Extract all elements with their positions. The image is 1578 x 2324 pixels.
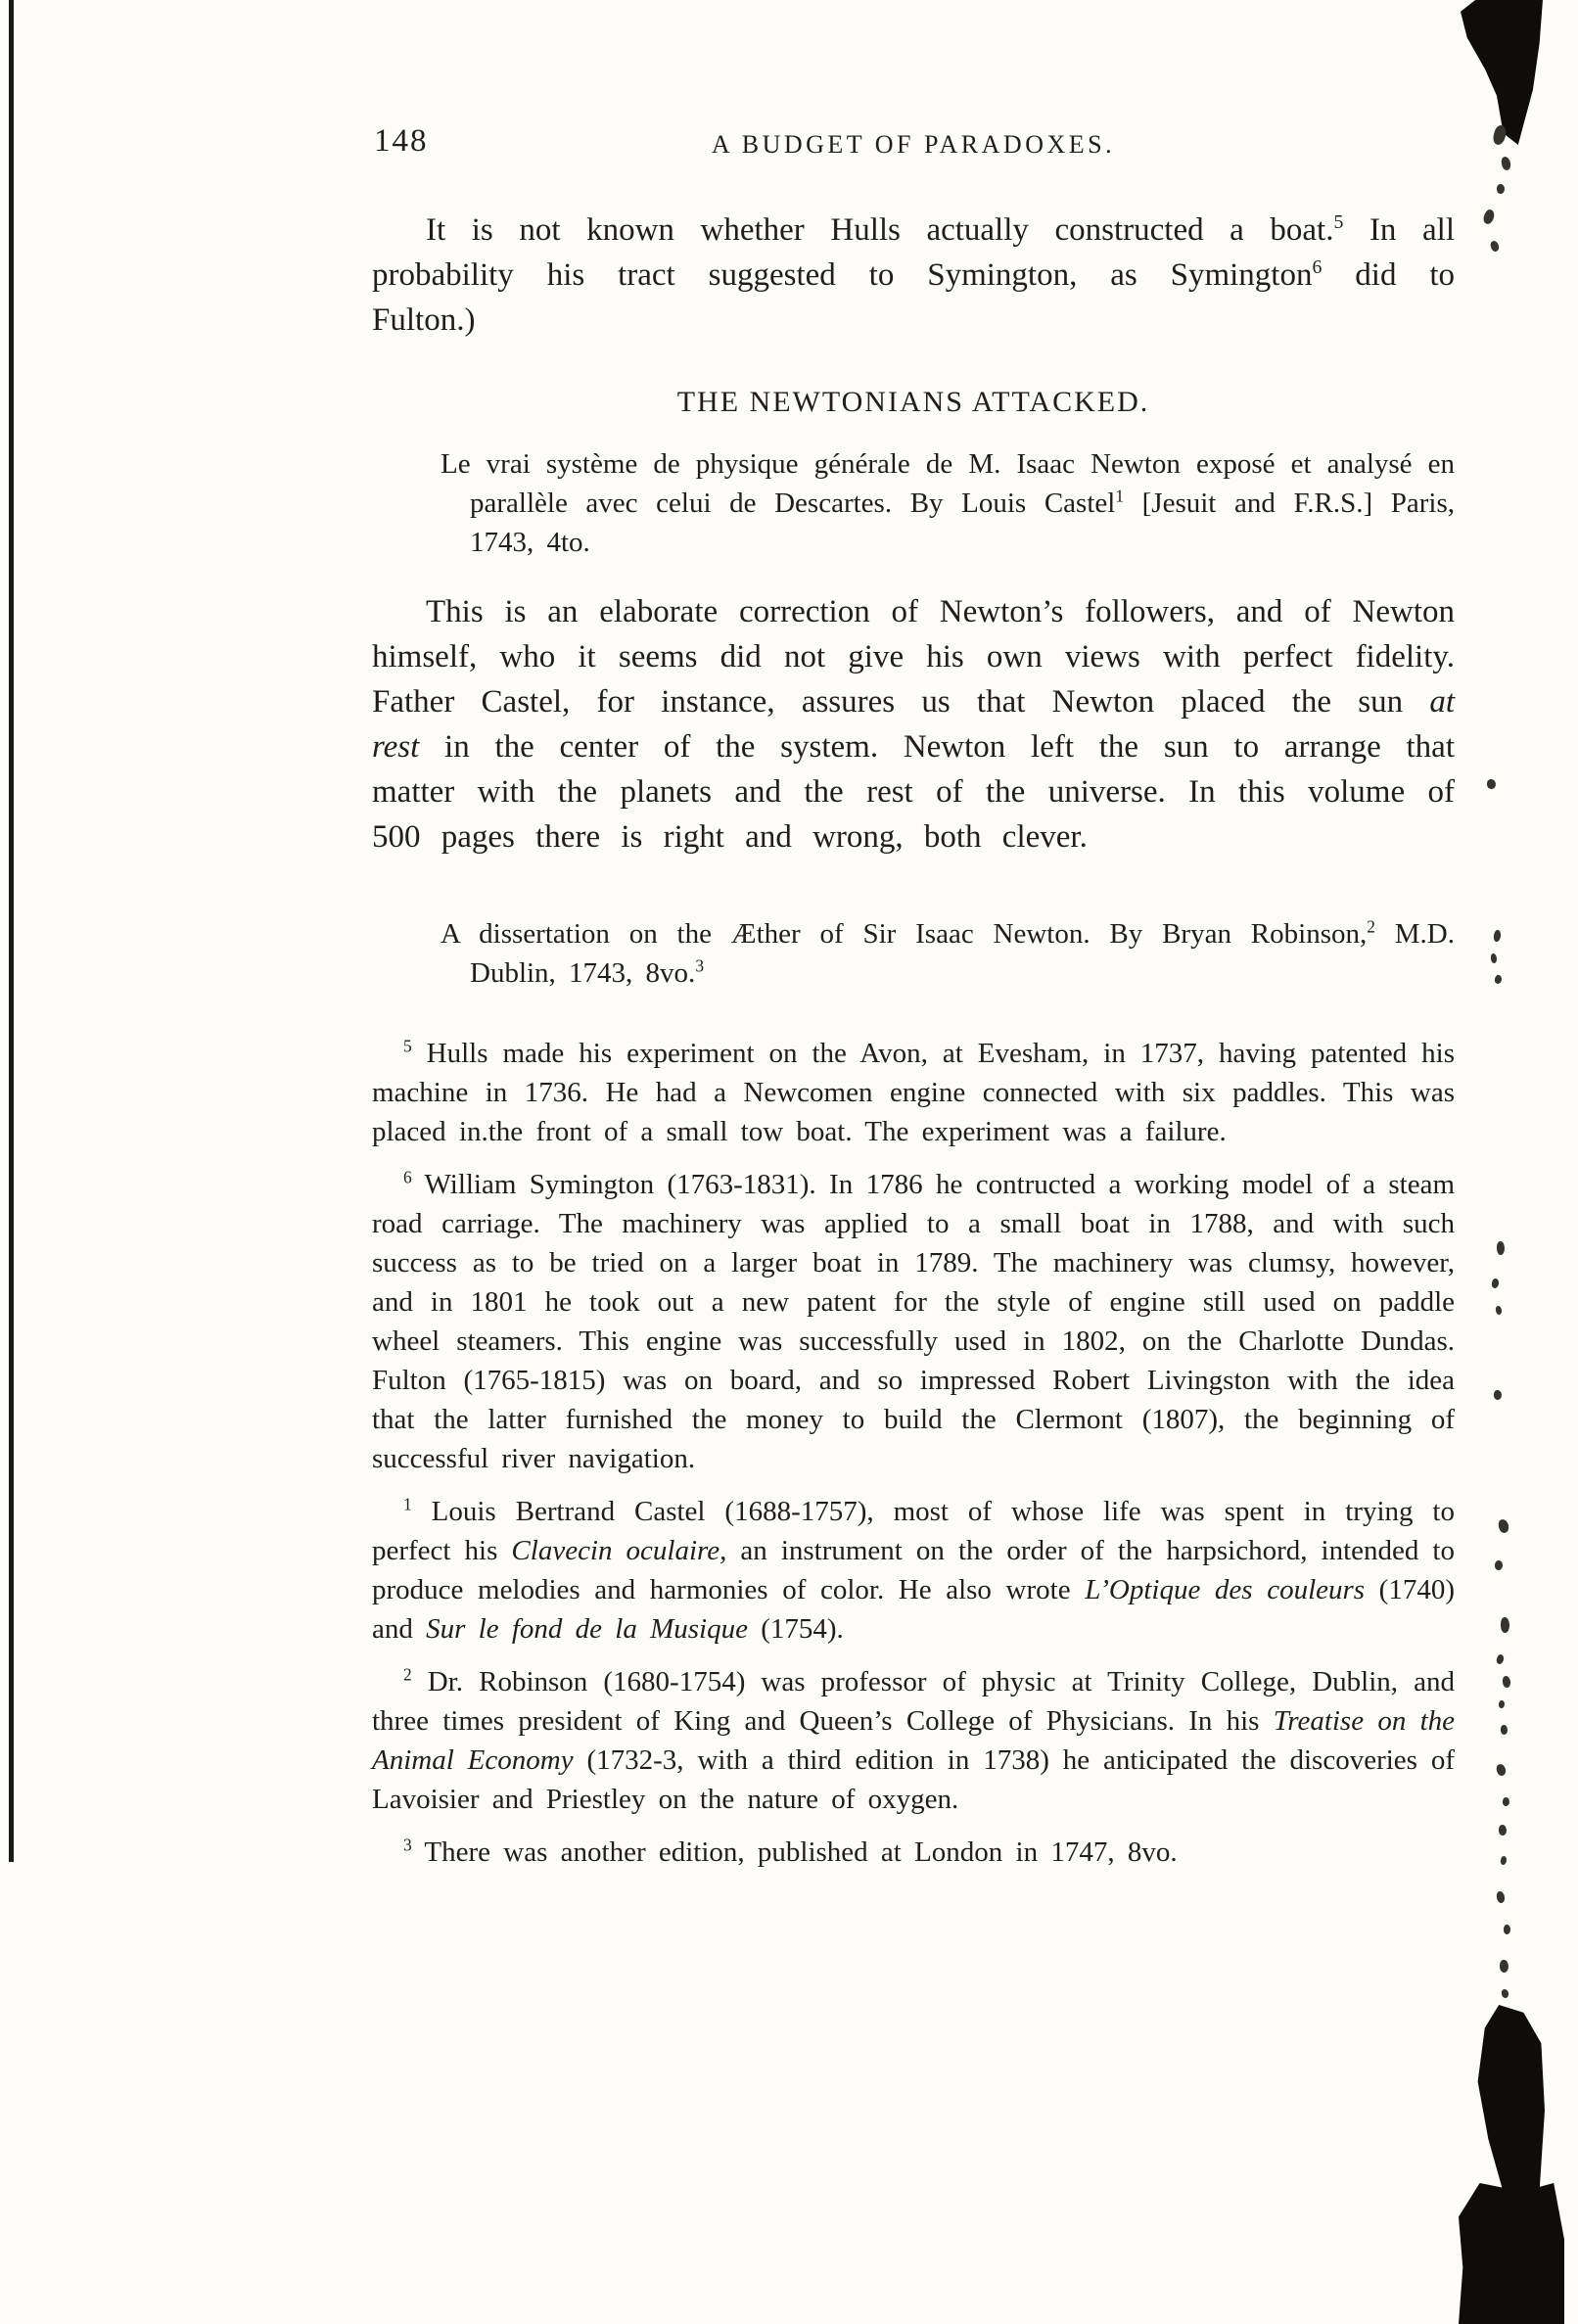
scan-speck [1491,953,1498,963]
scan-speck [1496,1763,1508,1777]
scan-artifact-top-right [1461,0,1543,145]
citation-robinson: A dissertation on the Æther of Sir Isaac Newton. By Bryan Robinson,$^2$ M.D. Dublin, 1743, 8vo.$^3$ [441,916,1455,989]
scan-speck [1499,1825,1507,1836]
scan-speck [1503,1797,1510,1807]
scan-edge-line [9,0,14,1862]
scan-speck [1491,1278,1500,1288]
scan-speck [1487,779,1496,789]
footnote-1: $^1$ Louis Bertrand Castel (1688-1757), most of whose life was spent in trying to perfect his Clavecin oculaire, an instrument on the order of the harpsichord, intended to produce melodies and harmonies of color. He also wrote L’Optique des couleurs (1740) and Sur le fond de la Musique (1754). [372,1494,1455,1645]
section-heading: THE NEWTONIANS ATTACKED. [676,386,1150,418]
scan-speck [1501,1725,1508,1735]
scan-speck [1501,156,1511,170]
scan-speck [1482,209,1497,226]
page-number: 148 [374,123,429,159]
page-content [372,123,1455,1885]
scan-speck [1490,240,1501,253]
scan-speck [1502,1676,1510,1689]
footnotes-section [372,1034,1455,1872]
running-title: A BUDGET OF PARADOXES. [711,130,1116,159]
scan-artifact-bottom-right-lower [1459,2183,1564,2324]
scan-speck [1498,1700,1505,1709]
scan-speck [1501,1617,1509,1633]
footnote-5: $^5$ Hulls made his experiment on the Avon, at Evesham, in 1737, having patented his machine in 1736. He had a Newcomen engine connected with six paddles. This was placed in.the front of a small tow boat. The experiment was a failure. [372,1036,1455,1147]
paragraph-intro: It is not known whether Hulls actually constructed a boat.$^5$ In all probability his tract suggested to Symington, as Symington$^6$ did to Fulton.) [372,211,1456,338]
scan-speck [1496,1891,1506,1904]
scan-speck [1504,1925,1511,1934]
scan-speck [1493,929,1502,942]
scan-speck [1501,1988,1508,1998]
scan-speck [1497,1241,1505,1255]
citation-castel: Le vrai système de physique générale de M. Isaac Newton exposé et analysé en parallèle avec celui de Descartes. By Louis Castel$^1$ [Jesuit and F.R.S.] Paris, 1743, 4to. [441,448,1455,558]
footnote-2: $^2$ Dr. Robinson (1680-1754) was professor of physic at Trinity College, Dublin, and three times president of King and Queen’s College of Physicians. In his Treatise on the Animal Economy (1732-3, with a third edition in 1738) he anticipated the discoveries of Lavoisier and Priestley on the nature of oxygen. [372,1664,1456,1815]
footnote-6: $^6$ William Symington (1763-1831). In 1786 he contructed a working model of a steam road carriage. The machinery was applied to a small boat in 1788, and with such success as to be tried on a larger boat in 1789. The machinery was clumsy, however, and in 1801 he took out a new patent for the style of engine still used on paddle wheel steamers. This engine was successfully used in 1802, on the Charlotte Dundas. Fulton (1765-1815) was on board, and so impressed Robert Livingston with the idea that the latter furnished the money to build the Clermont (1807), the beginning of successful river navigation. [372,1167,1455,1474]
scan-speck [1500,1855,1508,1865]
scan-speck [1500,1960,1508,1973]
scan-speck [1494,1559,1503,1570]
scan-speck [1494,1390,1503,1401]
page-header [372,123,1455,172]
footnote-3: $^3$ There was another edition, published at London in 1747, 8vo. [403,1835,1178,1868]
scan-speck [1495,1306,1502,1316]
scan-speck [1496,1653,1506,1665]
paragraph-commentary: This is an elaborate correction of Newton’s followers, and of Newton himself, who it seems did not give his own views with perfect fidelity. Father Castel, for instance, assures us that Newton placed the sun at rest in the center of the system. Newton left the sun to arrange that matter with the planets and the rest of the universe. In this volume of 500 pages there is right and wrong, both clever. [372,594,1455,855]
scan-artifact-bottom-right-upper [1474,2005,1545,2197]
scan-speck [1498,1518,1510,1534]
scan-speck [1497,184,1506,195]
scan-speck [1494,974,1503,985]
